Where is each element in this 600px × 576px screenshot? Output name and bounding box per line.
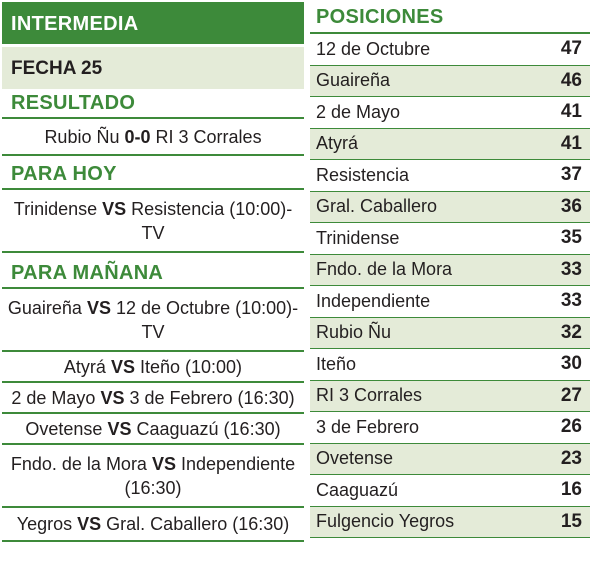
team-name: Rubio Ñu	[316, 322, 392, 343]
standings-table	[310, 34, 590, 538]
tomorrow-heading: PARA MAÑANA	[2, 259, 304, 289]
match-home: Atyrá	[63, 356, 106, 377]
match-home: Trinidense	[13, 198, 98, 219]
match-away-time: 12 de Octubre (10:00)-TV	[116, 297, 299, 342]
round-label: FECHA 25	[2, 47, 304, 89]
standings-row	[310, 507, 590, 539]
match-home: Fndo. de la Mora	[10, 453, 147, 474]
team-points: 23	[560, 447, 582, 469]
team-name: Trinidense	[316, 227, 400, 248]
match-home: Yegros	[16, 514, 73, 534]
team-name: Guaireña	[316, 70, 391, 91]
match-vs: VS	[100, 387, 125, 408]
fixtures-panel	[2, 2, 304, 542]
match-home: Guaireña	[7, 297, 82, 318]
match-away-time: Caaguazú (16:30)	[136, 418, 281, 439]
standings-row	[310, 381, 590, 413]
match-vs: VS	[102, 198, 127, 219]
standings-row	[310, 412, 590, 444]
team-name: Fulgencio Yegros	[316, 511, 455, 532]
standings-heading: POSICIONES	[310, 0, 590, 34]
team-points: 30	[560, 353, 582, 375]
match-vs: VS	[86, 297, 111, 318]
team-name: Fndo. de la Mora	[316, 259, 453, 280]
result-away: RI 3 Corrales	[155, 126, 262, 147]
standings-row	[310, 349, 590, 381]
team-points: 35	[560, 227, 582, 249]
team-points: 41	[560, 132, 582, 154]
match-row	[2, 445, 304, 508]
team-points: 47	[560, 38, 582, 60]
match-vs: VS	[151, 453, 176, 474]
match-row	[2, 508, 304, 542]
team-name: 3 de Febrero	[316, 416, 420, 437]
team-points: 41	[560, 101, 582, 123]
match-vs: VS	[77, 514, 102, 534]
standings-row	[310, 318, 590, 350]
standings-row	[310, 34, 590, 66]
match-row	[2, 383, 304, 414]
result-row	[2, 119, 304, 156]
team-name: Independiente	[316, 290, 431, 311]
match-away-time: 3 de Febrero (16:30)	[129, 387, 295, 408]
team-name: Ovetense	[316, 448, 394, 469]
team-points: 33	[560, 290, 582, 312]
standings-panel	[310, 0, 590, 538]
team-points: 27	[560, 384, 582, 406]
team-name: Atyrá	[316, 133, 359, 154]
team-points: 32	[560, 321, 582, 343]
team-name: Caaguazú	[316, 479, 399, 500]
team-points: 16	[560, 479, 582, 501]
team-name: 12 de Octubre	[316, 38, 431, 59]
standings-row	[310, 66, 590, 98]
team-points: 37	[560, 164, 582, 186]
team-points: 46	[560, 69, 582, 91]
standings-row	[310, 286, 590, 318]
team-name: 2 de Mayo	[316, 101, 401, 122]
match-vs: VS	[110, 356, 135, 377]
match-vs: VS	[107, 418, 132, 439]
standings-row	[310, 223, 590, 255]
standings-row	[310, 475, 590, 507]
standings-row	[310, 192, 590, 224]
result-home: Rubio Ñu	[44, 126, 120, 147]
standings-row	[310, 97, 590, 129]
division-banner: INTERMEDIA	[2, 2, 304, 44]
standings-row	[310, 160, 590, 192]
match-row	[2, 289, 304, 352]
result-score: 0-0	[124, 126, 151, 147]
team-points: 15	[560, 510, 582, 532]
match-away-time: Iteño (10:00)	[139, 356, 243, 377]
match-away-time: Gral. Caballero (16:30)	[106, 514, 290, 534]
standings-row	[310, 255, 590, 287]
team-points: 26	[560, 416, 582, 438]
match-row	[2, 190, 304, 253]
match-row	[2, 352, 304, 383]
standings-row	[310, 129, 590, 161]
standings-row	[310, 444, 590, 476]
match-row	[2, 414, 304, 445]
today-heading: PARA HOY	[2, 160, 304, 190]
team-name: Resistencia	[316, 164, 410, 185]
match-away-time: Independiente (16:30)	[124, 453, 296, 498]
match-home: 2 de Mayo	[11, 387, 96, 408]
results-heading: RESULTADO	[2, 89, 304, 119]
team-name: Gral. Caballero	[316, 196, 438, 217]
team-points: 33	[560, 258, 582, 280]
team-name: Iteño	[316, 353, 357, 374]
match-away-time: Resistencia (10:00)-TV	[131, 198, 293, 243]
match-home: Ovetense	[25, 418, 103, 439]
team-points: 36	[560, 195, 582, 217]
team-name: RI 3 Corrales	[316, 385, 423, 406]
